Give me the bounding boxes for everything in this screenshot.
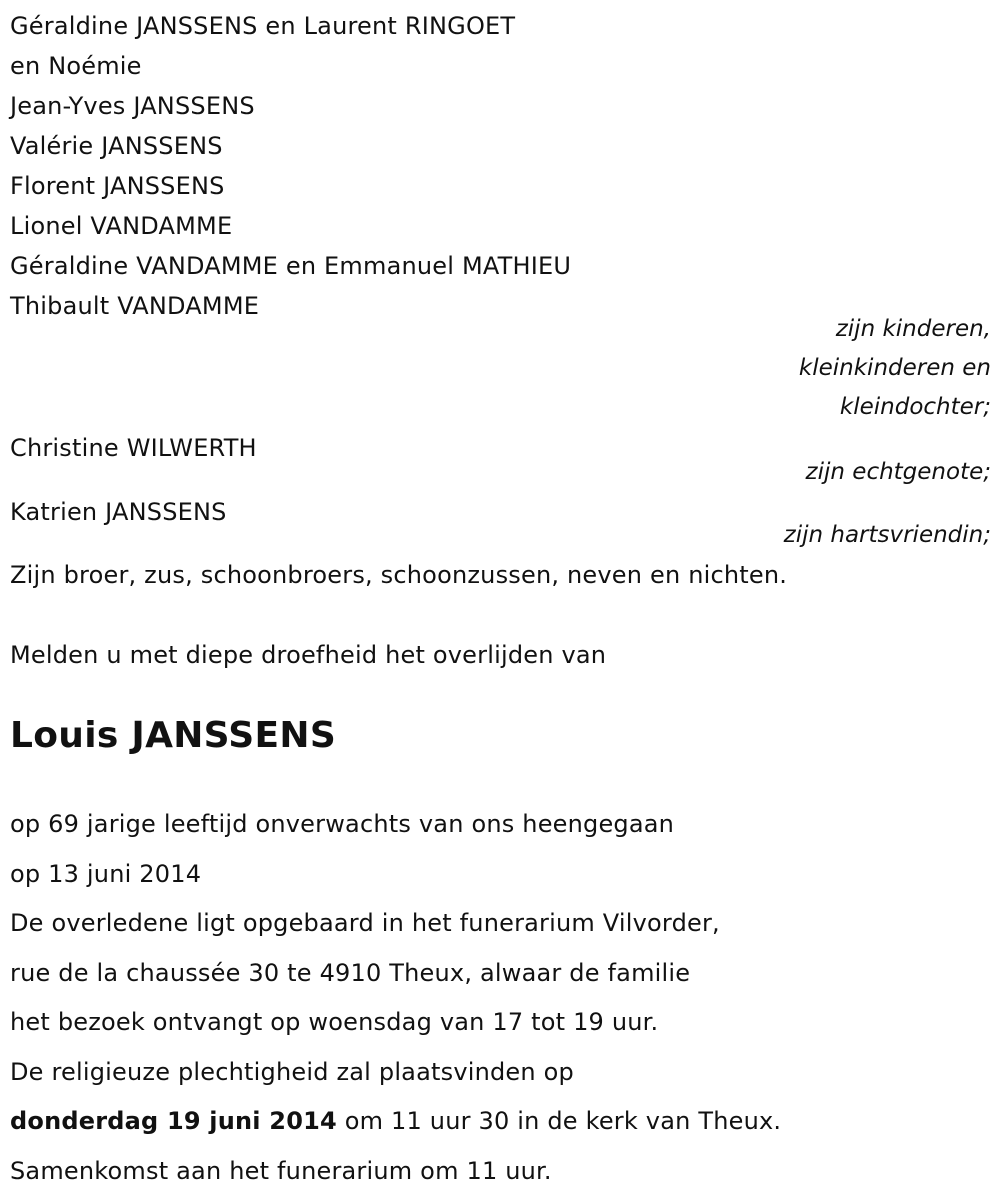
obituary-notice (10, 0, 991, 1200)
family-member-line: Florent JANSSENS (10, 172, 225, 200)
spouse-name: Christine WILWERTH (10, 434, 257, 462)
family-member-line: Jean-Yves JANSSENS (10, 92, 255, 120)
viewing-line: het bezoek ontvangt op woensdag van 17 tot 19 uur. (10, 1008, 659, 1036)
funeral-details (10, 800, 781, 1196)
partner-role: zijn hartsvriendin; (783, 522, 991, 548)
role-line: zijn kinderen, (835, 316, 991, 342)
ceremony-date-line (10, 1097, 781, 1147)
age-line: op 69 jarige leeftijd onverwachts van ons heengegaan (10, 810, 675, 838)
date-line: op 13 juni 2014 (10, 859, 202, 888)
family-member-line: Thibault VANDAMME (10, 292, 260, 320)
deceased-name: Louis JANSSENS (10, 715, 337, 756)
ceremony-date: donderdag 19 juni 2014 (10, 1107, 337, 1135)
ceremony-line: De religieuze plechtigheid zal plaatsvinden op (10, 1057, 574, 1086)
family-member-line: Lionel VANDAMME (10, 212, 233, 240)
family-member-line: Valérie JANSSENS (10, 132, 223, 160)
spouse-role: zijn echtgenote; (805, 459, 991, 485)
children-list (10, 6, 571, 326)
partner-name: Katrien JANSSENS (10, 498, 227, 526)
role-line: kleindochter; (839, 394, 991, 420)
family-member-line: en Noémie (10, 52, 142, 80)
family-member-line: Géraldine VANDAMME en Emmanuel MATHIEU (10, 252, 572, 280)
announcement-line: Melden u met diepe droefheid het overlijden van (10, 641, 607, 669)
ceremony-time-place: om 11 uur 30 in de kerk van Theux. (336, 1107, 782, 1135)
relatives-line: Zijn broer, zus, schoonbroers, schoonzussen, neven en nichten. (10, 561, 788, 589)
gathering-line: Samenkomst aan het funerarium om 11 uur. (10, 1156, 552, 1185)
viewing-line: De overledene ligt opgebaard in het funerarium Vilvorder, (10, 909, 720, 937)
viewing-line: rue de la chaussée 30 te 4910 Theux, alwaar de familie (10, 958, 691, 987)
role-line: kleinkinderen en (798, 355, 991, 381)
children-role (799, 310, 991, 427)
family-member-line: Géraldine JANSSENS en Laurent RINGOET (10, 12, 516, 40)
